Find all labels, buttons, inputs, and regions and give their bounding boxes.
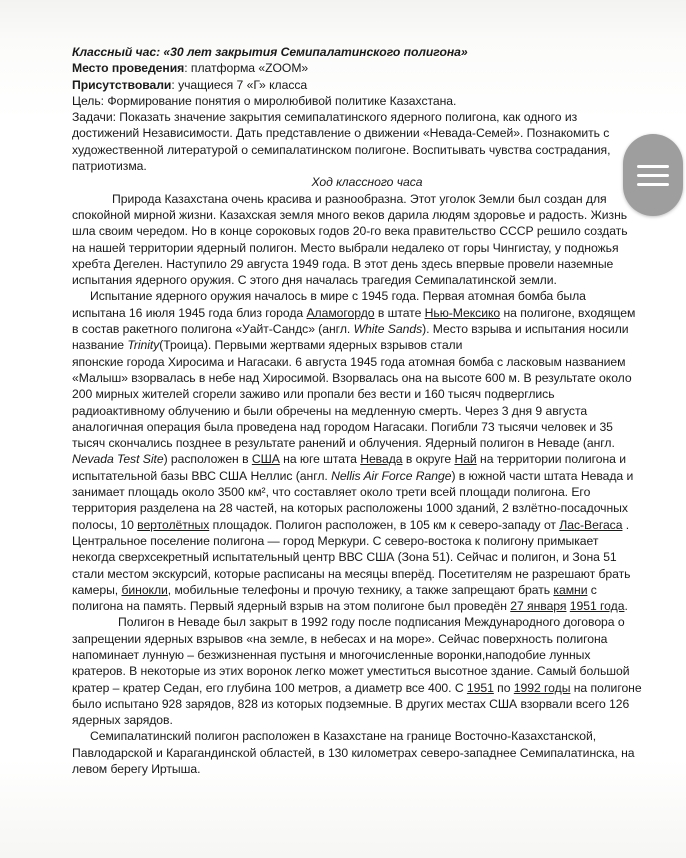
text-run: . xyxy=(624,599,628,614)
link-1951[interactable]: 1951 xyxy=(466,680,494,695)
link-1951-year[interactable]: 1951 года xyxy=(569,599,625,614)
text-run: в штате xyxy=(374,305,425,320)
link-alamogordo[interactable]: Аламогордо xyxy=(306,305,375,320)
text-run: Испытание ядерного оружия началось в мире с 1945 года. Первая атомная бомба была испытана 16 июля 1945 года близ города xyxy=(72,289,586,320)
text-run: на территории полигона и испытательной базы ВВС США Неллис (англ. xyxy=(72,452,626,483)
link-1992[interactable]: 1992 годы xyxy=(513,680,571,695)
paragraph-nature: Природа Казахстана очень красива и разнообразна. Этот уголок Земли был создан для спокойной мирной жизни. Казахская земля много веков дарила людям здоровье и радость. Жизнь шла своим чередом. Но в конце сороковых годов 20-го века правительство СССР решило создать на нашей территории ядерный полигон. Место выбрали недалеко от горы Чингистау, у подножья хребта Дегелен. Наступило 29 августа 1949 года. В этот день здесь впервые провели наземные испытания ядерного оружия. С этого дня началась трагедия Семипалатинской земли. xyxy=(72,191,628,288)
link-las-vegas[interactable]: Лас-Вегаса xyxy=(559,517,623,532)
text-nevada-test-site: Nevada Test Site xyxy=(72,452,164,467)
text-run: на полигоне было испытано 928 зарядов, 828 из которых подземные. В других местах США взорвали всего 126 ядерных зарядов. xyxy=(72,680,642,728)
tasks-text: Задачи: Показать значение закрытия семипалатинского ядерного полигона, как одного из достижений Независимости. Дать представление о движении «Невада-Семей». Познакомить с художественной литературой о семипалатинском полигоне. Воспитывать чувства сострадания, патриотизма. xyxy=(72,110,611,174)
text-run: площадок. Полигон расположен, в 105 км к северо-западу от xyxy=(209,517,560,532)
hamburger-icon xyxy=(637,165,669,168)
text-run: , мобильные телефоны и прочую технику, а также запрещают брать xyxy=(167,582,554,597)
text-white-sands: White Sands xyxy=(353,322,423,337)
text-run: ). Место взрыва и испытания носили название xyxy=(72,322,629,353)
paragraph-first-bomb xyxy=(72,288,642,353)
paragraph-nevada-closed xyxy=(72,614,642,728)
scroll-handle[interactable] xyxy=(623,134,683,216)
text-trinity: Trinity xyxy=(127,338,160,353)
goal-text: Цель: Формирование понятия о миролюбивой политике Казахстана. xyxy=(72,93,457,108)
text-run: (Троица). Первыми жертвами ядерных взрывов стали xyxy=(159,338,463,353)
paragraph-semipalatinsk: Семипалатинский полигон расположен в Казахстане на границе Восточно-Казахстанской, Павлодарской и Карагандинской областей, в 130 километрах северо-западнее Семипалатинска, на левом берегу Иртыша. xyxy=(72,729,635,777)
link-stones[interactable]: камни xyxy=(553,582,588,597)
text-run: по xyxy=(493,680,514,695)
link-usa[interactable]: США xyxy=(251,452,280,467)
text-run: на юге штата xyxy=(279,452,361,467)
text-nellis: Nellis Air Force Range xyxy=(331,468,452,483)
attendees-line xyxy=(72,77,642,93)
attendees-value: : учащиеся 7 «Г» класса xyxy=(171,77,308,92)
text-run: с полигона на память. Первый ядерный взрыв на этом полигоне был проведён xyxy=(72,582,597,614)
text-run: ) в южной части штата Невада и занимает площадь около 3500 км², что составляет около трети всей площади полигона. Его территория разделена на 28 частей, на которых расположены 1000 зданий, 2 взлётно-посадочных полосы, 10 xyxy=(72,468,634,532)
attendees-label: Присутствовали xyxy=(72,77,172,92)
text-run: Полигон в Неваде был закрыт в 1992 году после подписания Международного договора о запрещении ядерных взрывов «на земле, в небесах и на море». Сейчас поверхность полигона напоминает лунную – безжизненная пустыня и многочисленные воронки,наподобие лунных кратеров. В некоторые из этих воронок легко может уместиться высотное здание. Самый большой кратер – кратер Седан, его глубина 100 метров, а диаметр все 400. С xyxy=(72,615,630,695)
link-new-mexico[interactable]: Нью-Мексико xyxy=(424,305,501,320)
link-nye[interactable]: Най xyxy=(454,452,477,467)
venue-value: : платформа «ZOOM» xyxy=(184,61,309,76)
text-run: в округе xyxy=(402,452,455,467)
text-run: ) расположен в xyxy=(163,452,252,467)
link-jan27[interactable]: 27 января xyxy=(510,599,567,614)
text-run: японские города Хиросима и Нагасаки. 6 августа 1945 года атомная бомба с ласковым названием «Малыш» взорвалась в небе над Хиросимой. Взорвалась она на высоте 600 м. В результате около 200 мирных жителей сгорели заживо или пропали без вести и 160 тысяч подверглись радиоактивному облучению и были обречены на медленную смерть. Через 3 дня 9 августа аналогичная операция была проведена над городом Нагасаки. Погибли 73 тысячи человек и 35 тысяч скончались позднее в результате ранений и облучения. Ядерный полигон в Неваде (англ. xyxy=(72,354,632,451)
link-nevada[interactable]: Невада xyxy=(360,452,403,467)
text-run: на полигоне, входящем в состав ракетного полигона «Уайт-Сандс» (англ. xyxy=(72,305,636,337)
venue-label: Место проведения xyxy=(72,61,185,76)
hamburger-icon-bar xyxy=(637,174,669,177)
link-binoculars[interactable]: бинокли xyxy=(121,582,168,597)
paragraph-hiroshima-nevada xyxy=(72,354,642,615)
document-body xyxy=(72,44,642,777)
text-run: . Центральное поселение полигона — город Меркури. С северо-востока к полигону примыкает некогда сверхсекретный испытательный центр ВВС США (Зона 51). Сейчас и полигон, и Зона 51 стали местом экскурсий, которые расписаны на месяцы вперёд. Посетителям не разрешают брать камеры, xyxy=(72,517,631,597)
venue-line xyxy=(72,60,642,76)
link-helipads[interactable]: вертолётных xyxy=(137,517,210,532)
course-heading: Ход классного часа xyxy=(311,175,423,190)
document-title: Классный час: «30 лет закрытия Семипалатинского полигона» xyxy=(72,45,468,59)
hamburger-icon-bar xyxy=(637,183,669,186)
